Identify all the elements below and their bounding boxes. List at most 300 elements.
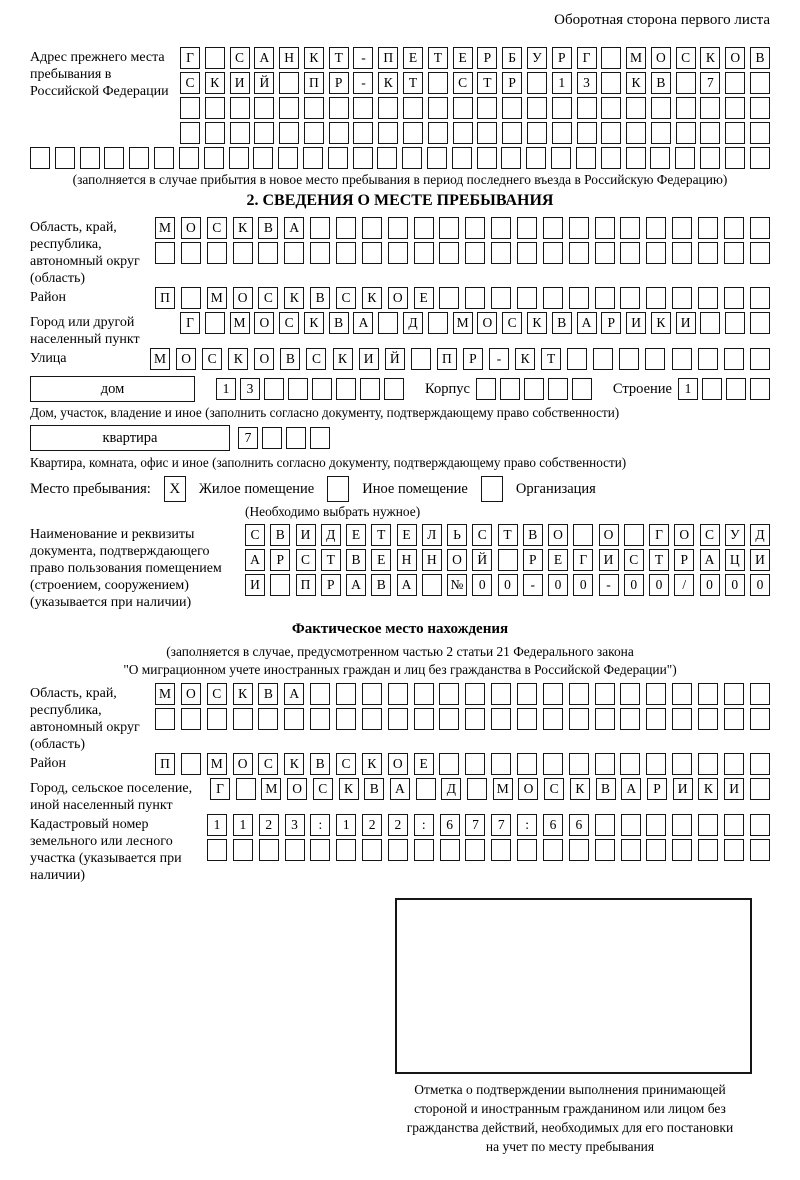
char-cell	[427, 147, 447, 169]
char-cell	[378, 97, 398, 119]
char-cell	[229, 147, 249, 169]
char-cell	[155, 708, 175, 730]
char-cell	[155, 242, 175, 264]
char-cell: С	[502, 312, 522, 334]
char-cell: К	[651, 312, 671, 334]
char-cell	[517, 287, 537, 309]
char-cell: Е	[403, 47, 423, 69]
char-cell	[601, 97, 621, 119]
char-cell: В	[329, 312, 349, 334]
char-cell: 1	[552, 72, 572, 94]
char-cell: П	[437, 348, 457, 370]
char-cell: 0	[649, 574, 669, 596]
korpus-cells	[476, 378, 592, 400]
option-residential-label: Жилое помещение	[198, 480, 315, 497]
char-cell	[543, 683, 563, 705]
stay-place-hint: (Необходимо выбрать нужное)	[245, 504, 421, 519]
char-cell: О	[233, 753, 253, 775]
char-cell: У	[527, 47, 547, 69]
char-cell: К	[228, 348, 248, 370]
char-cell: Г	[573, 549, 593, 571]
char-cell	[452, 147, 472, 169]
char-cell	[548, 378, 568, 400]
char-cell	[517, 217, 537, 239]
char-cell	[55, 147, 75, 169]
char-cell	[698, 683, 718, 705]
char-cell: 2	[388, 814, 408, 836]
char-cell: Г	[649, 524, 669, 546]
char-cell: С	[207, 217, 227, 239]
char-cell	[577, 122, 597, 144]
stroenie-group	[613, 378, 770, 400]
char-cell	[698, 708, 718, 730]
char-cell: П	[304, 72, 324, 94]
char-cell	[750, 147, 770, 169]
char-cell	[259, 839, 279, 861]
region-rows	[155, 217, 770, 267]
char-cell	[601, 122, 621, 144]
char-cell	[543, 217, 563, 239]
char-cell	[30, 147, 50, 169]
city2-field	[30, 778, 770, 814]
char-cell: К	[233, 217, 253, 239]
char-cell	[336, 683, 356, 705]
char-cell: К	[515, 348, 535, 370]
char-cell: Е	[414, 753, 434, 775]
char-cell: И	[230, 72, 250, 94]
page-header-note: Оборотная сторона первого листа	[554, 12, 770, 28]
char-cell: М	[261, 778, 281, 800]
prev-address-row-2	[180, 72, 770, 94]
char-cell: 0	[548, 574, 568, 596]
char-cell	[104, 147, 124, 169]
char-cell	[388, 839, 408, 861]
char-cell	[414, 839, 434, 861]
apartment-type-box: квартира	[30, 425, 230, 451]
char-cell	[336, 839, 356, 861]
confirmation-stamp-box	[395, 898, 752, 1074]
char-cell	[286, 427, 306, 449]
stamp-caption-line-2: стороной и иностранным гражданином или лицом без	[414, 1101, 726, 1116]
region2-rows	[155, 683, 770, 733]
char-cell	[439, 753, 459, 775]
char-cell: Г	[210, 778, 230, 800]
char-cell: С	[258, 287, 278, 309]
char-cell: Т	[371, 524, 391, 546]
char-cell	[284, 242, 304, 264]
char-cell	[310, 839, 330, 861]
char-cell: 7	[465, 814, 485, 836]
cadastral-label: Кадастровый номер земельного или лесного участка (указывается при наличии)	[30, 817, 182, 883]
char-cell: А	[346, 574, 366, 596]
char-cell: К	[626, 72, 646, 94]
char-cell: С	[544, 778, 564, 800]
region-row-2	[155, 242, 770, 264]
char-cell	[672, 753, 692, 775]
char-cell: Е	[371, 549, 391, 571]
char-cell	[205, 47, 225, 69]
char-cell: С	[180, 72, 200, 94]
char-cell	[476, 378, 496, 400]
char-cell	[336, 378, 356, 400]
char-cell: К	[378, 72, 398, 94]
char-cell	[279, 122, 299, 144]
city2-label: Город, сельское поселение, иной населенный пункт	[30, 781, 193, 813]
char-cell	[595, 839, 615, 861]
char-cell	[676, 122, 696, 144]
char-cell	[750, 753, 770, 775]
char-cell: -	[353, 72, 373, 94]
char-cell	[724, 708, 744, 730]
char-cell	[378, 312, 398, 334]
char-cell	[676, 72, 696, 94]
char-cell: А	[390, 778, 410, 800]
char-cell	[517, 753, 537, 775]
char-cell: С	[336, 287, 356, 309]
char-cell	[362, 839, 382, 861]
char-cell	[179, 147, 199, 169]
char-cell	[595, 217, 615, 239]
district-label: Район	[30, 290, 66, 305]
char-cell	[524, 378, 544, 400]
char-cell: В	[310, 753, 330, 775]
char-cell: Р	[523, 549, 543, 571]
char-cell: К	[333, 348, 353, 370]
char-cell	[646, 839, 666, 861]
char-cell	[180, 122, 200, 144]
char-cell: М	[493, 778, 513, 800]
char-cell	[700, 122, 720, 144]
char-cell: А	[284, 217, 304, 239]
char-cell	[502, 97, 522, 119]
prev-address-label: Адрес прежнего места пребывания в Российской Федерации	[30, 50, 169, 99]
char-cell: О	[477, 312, 497, 334]
char-cell	[465, 242, 485, 264]
char-cell: 7	[700, 72, 720, 94]
char-cell: О	[674, 524, 694, 546]
char-cell: 1	[678, 378, 698, 400]
char-cell	[526, 147, 546, 169]
city-label: Город или другой населенный пункт	[30, 315, 140, 347]
char-cell	[750, 242, 770, 264]
char-cell: 0	[472, 574, 492, 596]
char-cell: С	[258, 753, 278, 775]
char-cell: М	[453, 312, 473, 334]
char-cell	[569, 839, 589, 861]
char-cell: -	[489, 348, 509, 370]
char-cell: 2	[259, 814, 279, 836]
char-cell	[264, 378, 284, 400]
char-cell: К	[233, 683, 253, 705]
char-cell: Т	[541, 348, 561, 370]
char-cell	[646, 753, 666, 775]
char-cell: О	[447, 549, 467, 571]
char-cell	[750, 72, 770, 94]
char-cell	[646, 287, 666, 309]
char-cell: С	[453, 72, 473, 94]
char-cell	[725, 72, 745, 94]
prev-address-note: (заполняется в случае прибытия в новое место пребывания в период последнего въезда в Российскую Федерацию)	[72, 172, 728, 187]
char-cell	[439, 708, 459, 730]
char-cell	[724, 753, 744, 775]
char-cell: И	[673, 778, 693, 800]
char-cell	[624, 524, 644, 546]
char-cell: А	[700, 549, 720, 571]
char-cell	[620, 287, 640, 309]
char-cell	[254, 97, 274, 119]
char-cell	[328, 147, 348, 169]
char-cell: О	[176, 348, 196, 370]
char-cell: 1	[207, 814, 227, 836]
char-cell	[403, 122, 423, 144]
region-field	[30, 217, 770, 287]
char-cell	[646, 814, 666, 836]
char-cell	[233, 242, 253, 264]
char-cell: Т	[477, 72, 497, 94]
char-cell: А	[254, 47, 274, 69]
char-cell	[569, 753, 589, 775]
street-row	[150, 348, 770, 370]
char-cell	[207, 839, 227, 861]
char-cell	[750, 217, 770, 239]
char-cell	[428, 312, 448, 334]
char-cell	[353, 97, 373, 119]
char-cell	[698, 814, 718, 836]
char-cell: С	[279, 312, 299, 334]
char-cell	[360, 378, 380, 400]
char-cell: К	[527, 312, 547, 334]
char-cell	[595, 753, 615, 775]
city-field	[30, 312, 770, 348]
char-cell	[572, 378, 592, 400]
char-cell: А	[621, 778, 641, 800]
char-cell: К	[570, 778, 590, 800]
char-cell	[595, 708, 615, 730]
char-cell: С	[624, 549, 644, 571]
char-cell: С	[336, 753, 356, 775]
char-cell	[527, 122, 547, 144]
char-cell	[620, 683, 640, 705]
char-cell	[467, 778, 487, 800]
cadastral-field	[30, 814, 770, 884]
char-cell: Т	[649, 549, 669, 571]
char-cell	[465, 287, 485, 309]
char-cell	[310, 427, 330, 449]
char-cell: 1	[336, 814, 356, 836]
char-cell: Н	[422, 549, 442, 571]
char-cell	[626, 97, 646, 119]
char-cell	[465, 753, 485, 775]
char-cell	[362, 242, 382, 264]
char-cell	[388, 708, 408, 730]
cadastral-rows	[207, 814, 770, 864]
checkbox-residential: X	[164, 476, 186, 502]
char-cell	[378, 122, 398, 144]
char-cell	[414, 217, 434, 239]
char-cell: М	[155, 683, 175, 705]
char-cell	[207, 242, 227, 264]
char-cell: М	[207, 753, 227, 775]
char-cell: К	[304, 47, 324, 69]
char-cell	[620, 753, 640, 775]
char-cell	[646, 242, 666, 264]
char-cell: И	[724, 778, 744, 800]
char-cell	[491, 753, 511, 775]
char-cell: О	[388, 753, 408, 775]
char-cell	[233, 708, 253, 730]
char-cell: О	[233, 287, 253, 309]
char-cell: О	[725, 47, 745, 69]
char-cell: Б	[502, 47, 522, 69]
char-cell	[543, 287, 563, 309]
actual-location-note-2: "О миграционном учете иностранных граждан и лиц без гражданства в Российской Федерации")	[123, 662, 677, 677]
char-cell	[672, 242, 692, 264]
char-cell	[465, 708, 485, 730]
char-cell: С	[245, 524, 265, 546]
char-cell	[411, 348, 431, 370]
char-cell	[620, 217, 640, 239]
char-cell	[353, 147, 373, 169]
char-cell: -	[599, 574, 619, 596]
option-other-premises-label: Иное помещение	[362, 480, 468, 497]
char-cell	[698, 242, 718, 264]
char-cell: О	[518, 778, 538, 800]
stroenie-cells	[678, 378, 770, 400]
region2-row-2	[155, 708, 770, 730]
char-cell: Р	[552, 47, 572, 69]
char-cell: С	[296, 549, 316, 571]
option-organization-label: Организация	[515, 480, 596, 497]
char-cell	[593, 348, 613, 370]
char-cell	[698, 839, 718, 861]
char-cell	[477, 122, 497, 144]
char-cell	[279, 72, 299, 94]
char-cell: В	[258, 217, 278, 239]
char-cell	[414, 683, 434, 705]
char-cell: П	[296, 574, 316, 596]
char-cell	[750, 312, 770, 334]
char-cell: 0	[750, 574, 770, 596]
char-cell: М	[207, 287, 227, 309]
korpus-label: Корпус	[425, 380, 470, 397]
char-cell: А	[284, 683, 304, 705]
char-cell: 0	[700, 574, 720, 596]
char-cell: А	[353, 312, 373, 334]
prev-address-row-3	[180, 97, 770, 119]
region2-label: Область, край, республика, автономный округ (область)	[30, 686, 140, 752]
char-cell	[129, 147, 149, 169]
char-cell	[551, 147, 571, 169]
char-cell	[362, 683, 382, 705]
char-cell: Л	[422, 524, 442, 546]
char-cell	[270, 574, 290, 596]
char-cell: Д	[441, 778, 461, 800]
char-cell	[619, 348, 639, 370]
char-cell: П	[155, 753, 175, 775]
char-cell	[569, 217, 589, 239]
city-row	[180, 312, 770, 334]
char-cell	[388, 242, 408, 264]
char-cell	[750, 778, 770, 800]
char-cell	[303, 147, 323, 169]
char-cell	[601, 72, 621, 94]
char-cell	[552, 122, 572, 144]
char-cell	[645, 348, 665, 370]
char-cell	[80, 147, 100, 169]
stay-place-label: Место пребывания:	[30, 480, 151, 497]
char-cell	[353, 122, 373, 144]
char-cell: В	[371, 574, 391, 596]
char-cell	[336, 242, 356, 264]
char-cell	[672, 217, 692, 239]
char-cell: Й	[385, 348, 405, 370]
char-cell	[672, 708, 692, 730]
char-cell: В	[552, 312, 572, 334]
char-cell: В	[280, 348, 300, 370]
char-cell: С	[202, 348, 222, 370]
char-cell	[702, 378, 722, 400]
char-cell	[621, 814, 641, 836]
char-cell: 3	[577, 72, 597, 94]
char-cell	[672, 683, 692, 705]
char-cell	[205, 97, 225, 119]
char-cell	[205, 312, 225, 334]
char-cell: И	[359, 348, 379, 370]
char-cell	[491, 217, 511, 239]
char-cell	[646, 217, 666, 239]
char-cell: В	[364, 778, 384, 800]
char-cell	[750, 708, 770, 730]
char-cell	[698, 217, 718, 239]
char-cell	[601, 147, 621, 169]
prev-address-rows	[180, 47, 770, 147]
char-cell: П	[155, 287, 175, 309]
char-cell	[517, 708, 537, 730]
char-cell: М	[626, 47, 646, 69]
char-cell	[725, 147, 745, 169]
char-cell	[750, 122, 770, 144]
checkbox-other-premises	[327, 476, 349, 502]
char-cell	[440, 839, 460, 861]
char-cell: О	[599, 524, 619, 546]
char-cell	[279, 97, 299, 119]
char-cell: №	[447, 574, 467, 596]
char-cell	[502, 122, 522, 144]
char-cell	[310, 242, 330, 264]
document-field	[30, 524, 770, 611]
char-cell	[698, 753, 718, 775]
char-cell	[288, 378, 308, 400]
char-cell	[620, 242, 640, 264]
region-label: Область, край, республика, автономный округ (область)	[30, 220, 140, 286]
char-cell	[595, 287, 615, 309]
char-cell: Р	[329, 72, 349, 94]
region2-row-1	[155, 683, 770, 705]
char-cell	[724, 217, 744, 239]
char-cell	[577, 97, 597, 119]
char-cell	[312, 378, 332, 400]
char-cell	[543, 753, 563, 775]
char-cell: Д	[750, 524, 770, 546]
char-cell	[491, 287, 511, 309]
char-cell: С	[472, 524, 492, 546]
char-cell: К	[362, 287, 382, 309]
char-cell	[650, 147, 670, 169]
char-cell	[750, 378, 770, 400]
char-cell	[626, 147, 646, 169]
char-cell: Р	[477, 47, 497, 69]
char-cell	[491, 242, 511, 264]
